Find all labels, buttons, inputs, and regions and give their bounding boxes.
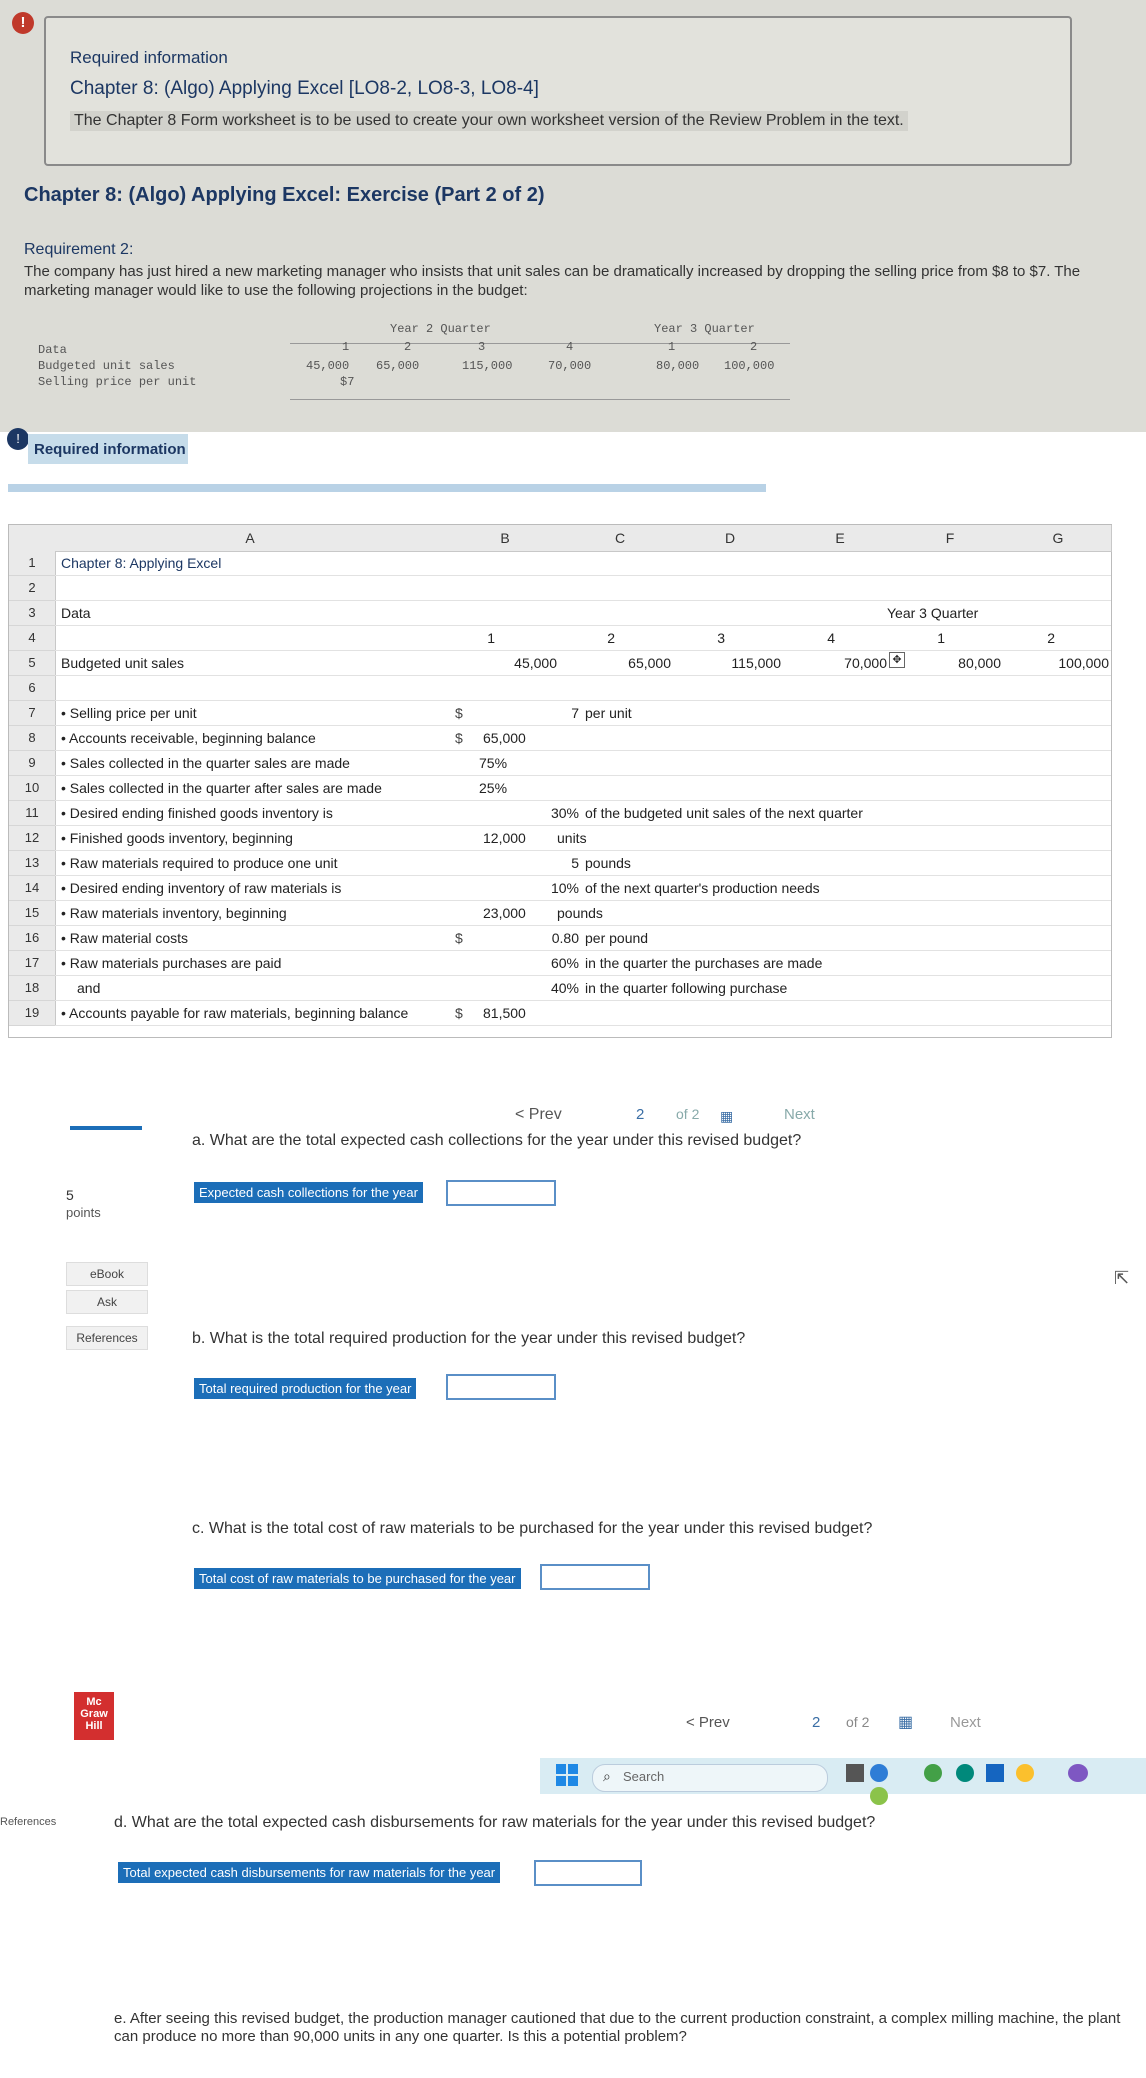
assumption-label[interactable]: • Sales collected in the quarter sales are made (61, 755, 350, 771)
row-header[interactable]: 2 (9, 576, 56, 601)
requirement-label: Requirement 2: (24, 241, 134, 258)
grid-line (55, 700, 1111, 701)
windows-tile (568, 1764, 578, 1774)
projection-price-value: $7 (340, 375, 355, 389)
requirement-text: The company has just hired a new marketing manager who insists that unit sales can be dramatically increased by dropping the selling price from $8 to $7. The marketing manager would like to use the following projections in the budget: (24, 263, 1081, 299)
answer-b-label: Total required production for the year (194, 1378, 416, 1399)
info-icon: ! (7, 428, 29, 450)
exercise-title: Chapter 8: (Algo) Applying Excel: Exercise (Part 2 of 2) (24, 184, 545, 206)
app-icon[interactable] (1068, 1764, 1088, 1782)
projection-sales-value: 65,000 (376, 359, 420, 373)
store-icon[interactable] (986, 1764, 1004, 1782)
projection-row-data: Data (38, 343, 67, 357)
quarter-number[interactable]: 1 (487, 630, 495, 646)
answer-d-label: Total expected cash disbursements for raw materials for the year (118, 1862, 500, 1883)
col-header-c[interactable]: C (565, 525, 676, 552)
input-value[interactable]: 12,000 (483, 830, 526, 846)
row-header[interactable]: 17 (9, 951, 56, 976)
row-header[interactable]: 1 (9, 551, 56, 576)
search-icon: ⌕ (603, 1768, 611, 1784)
next-button[interactable]: Next (784, 1106, 815, 1123)
projection-sales-value: 100,000 (724, 359, 775, 373)
row-header[interactable]: 13 (9, 851, 56, 876)
assumption-label[interactable]: • Sales collected in the quarter after sales are made (61, 780, 382, 796)
quarter-number[interactable]: 4 (827, 630, 835, 646)
plus-cursor-icon: ✥ (889, 652, 905, 668)
row-header[interactable]: 14 (9, 876, 56, 901)
input-value[interactable]: 81,500 (483, 1005, 526, 1021)
projection-row-sales: Budgeted unit sales (38, 359, 175, 373)
projection-quarter: 2 (404, 340, 412, 354)
col-header-a[interactable]: A (55, 525, 446, 552)
year3-quarter-label[interactable]: Year 3 Quarter (887, 605, 979, 621)
points-value: 5 (66, 1187, 74, 1203)
projection-top-rule (290, 343, 790, 344)
col-header-g[interactable]: G (1005, 525, 1112, 552)
budgeted-sales-cell[interactable]: 65,000 (628, 655, 671, 671)
active-question-bar (70, 1126, 142, 1130)
bottom-prev-button[interactable]: < Prev (686, 1714, 730, 1731)
row-header[interactable]: 12 (9, 826, 56, 851)
row-header[interactable]: 15 (9, 901, 56, 926)
references-side-label[interactable]: References (0, 1816, 57, 1828)
mouse-cursor-icon: ⇱ (1114, 1268, 1130, 1288)
assumption-label[interactable]: • Selling price per unit (61, 705, 197, 721)
answer-a-input[interactable] (446, 1180, 556, 1206)
file-explorer-icon[interactable] (846, 1764, 864, 1782)
answer-c-input[interactable] (540, 1564, 650, 1590)
col-header-b[interactable]: B (445, 525, 566, 552)
app-icon (870, 1764, 888, 1782)
question-b: b. What is the total required production for the year under this revised budget? (192, 1330, 746, 1347)
projection-quarter: 4 (566, 340, 574, 354)
budgeted-unit-sales-label[interactable]: Budgeted unit sales (61, 655, 184, 671)
bottom-grid-icon[interactable]: ▦ (898, 1714, 914, 1731)
projection-quarter: 2 (750, 340, 758, 354)
projection-year2-header: Year 2 Quarter (390, 322, 491, 336)
windows-tile (568, 1776, 578, 1786)
page-number[interactable]: 2 (636, 1106, 645, 1123)
quarter-number[interactable]: 2 (1047, 630, 1055, 646)
col-header-e[interactable]: E (785, 525, 896, 552)
row-header[interactable]: 11 (9, 801, 56, 826)
value-note[interactable]: units (557, 830, 587, 846)
value-note[interactable]: of the budgeted unit sales of the next quarter (585, 805, 863, 821)
projection-sales-value: 115,000 (462, 359, 513, 373)
row-header[interactable]: 9 (9, 751, 56, 776)
assumption-label[interactable]: • Accounts payable for raw materials, beginning balance (61, 1005, 409, 1021)
projection-sales-value: 70,000 (548, 359, 592, 373)
chapter-description: The Chapter 8 Form worksheet is to be used to create your own worksheet version of the Review Problem in the text. (70, 111, 908, 131)
grid-line (55, 575, 1111, 576)
budgeted-sales-cell[interactable]: 100,000 (1058, 655, 1109, 671)
taskbar-search[interactable] (592, 1764, 828, 1792)
input-value[interactable]: 30% (550, 805, 579, 821)
col-header-d[interactable]: D (675, 525, 786, 552)
row-header[interactable]: 3 (9, 601, 56, 626)
input-value[interactable]: 5 (571, 855, 579, 871)
projection-sales-value: 80,000 (656, 359, 700, 373)
points-label: points (66, 1205, 101, 1220)
ebook-link[interactable]: eBook (66, 1262, 148, 1286)
value-note[interactable]: pounds (585, 855, 631, 871)
assumption-label[interactable]: • Raw material costs (61, 930, 189, 946)
projection-year3-header: Year 3 Quarter (654, 322, 755, 336)
data-label[interactable]: Data (61, 605, 91, 621)
grid-line (55, 1025, 1111, 1026)
references-link[interactable]: References (66, 1326, 148, 1350)
assumption-label[interactable]: • Finished goods inventory, beginning (61, 830, 293, 846)
question-e: e. After seeing this revised budget, the production manager cautioned that due to the current production constraint, a complex milling machine, the plant can produce no more than 90,000 units in any one quarter. Is this a potential problem? (114, 2010, 1121, 2045)
budgeted-sales-cell[interactable]: 45,000 (514, 655, 557, 671)
row-header[interactable]: 5 (9, 651, 56, 676)
input-value[interactable]: 25% (479, 780, 508, 796)
row-header[interactable]: 16 (9, 926, 56, 951)
budgeted-sales-cell[interactable]: 115,000 (731, 655, 781, 671)
input-value[interactable]: 40% (550, 980, 579, 996)
app-icon (870, 1787, 888, 1805)
projection-bottom-rule (290, 399, 790, 400)
assumption-label[interactable]: • Raw materials purchases are paid (61, 955, 282, 971)
budgeted-sales-cell[interactable]: 80,000 (958, 655, 1001, 671)
chrome-icon[interactable] (1016, 1764, 1034, 1782)
value-note[interactable]: per pound (585, 930, 649, 946)
alert-icon: ! (12, 12, 34, 34)
assumption-label[interactable]: and (77, 980, 101, 996)
input-value[interactable]: 10% (550, 880, 579, 896)
row-header[interactable]: 10 (9, 776, 56, 801)
question-d: d. What are the total expected cash disbursements for raw materials for the year under this revised budget? (114, 1814, 876, 1831)
input-value[interactable]: 7 (571, 705, 579, 721)
dollar-sign: $ (455, 705, 463, 721)
projection-quarter: 1 (668, 340, 676, 354)
taskbar-search-placeholder: Search (623, 1769, 665, 1784)
question-c: c. What is the total cost of raw materials to be purchased for the year under this revised budget? (192, 1520, 873, 1537)
taskbar-apps-icon[interactable] (870, 1764, 910, 1782)
assumption-label[interactable]: • Raw materials inventory, beginning (61, 905, 287, 921)
excel-worksheet (8, 524, 1112, 1038)
ask-link[interactable]: Ask (66, 1290, 148, 1314)
input-value[interactable]: 23,000 (483, 905, 526, 921)
windows-tile (556, 1764, 566, 1774)
answer-a-label: Expected cash collections for the year (194, 1182, 423, 1203)
value-note[interactable]: in the quarter the purchases are made (585, 955, 823, 971)
grid-line (55, 925, 1111, 926)
row-header[interactable]: 6 (9, 676, 56, 701)
dollar-sign: $ (455, 1005, 463, 1021)
spotify-icon[interactable] (924, 1764, 942, 1782)
answer-c-label: Total cost of raw materials to be purchased for the year (194, 1568, 521, 1589)
required-info-tab-label: Required information (34, 441, 186, 458)
budgeted-sales-cell[interactable]: 70,000 (844, 655, 887, 671)
mcgraw-hill-logo: Mc Graw Hill (74, 1692, 114, 1740)
value-note[interactable]: in the quarter following purchase (585, 980, 788, 996)
projection-row-price: Selling price per unit (38, 375, 197, 389)
edge-icon[interactable] (956, 1764, 974, 1782)
bottom-page-count: of 2 (846, 1714, 870, 1730)
projection-quarter: 1 (342, 340, 350, 354)
assumption-label[interactable]: • Desired ending finished goods inventory is (61, 805, 333, 821)
row-header[interactable]: 4 (9, 626, 56, 651)
question-a: a. What are the total expected cash collections for the year under this revised budget? (192, 1132, 802, 1149)
input-value[interactable]: 0.80 (551, 930, 579, 946)
projection-quarter: 3 (478, 340, 486, 354)
row-header[interactable]: 7 (9, 701, 56, 726)
row-header[interactable]: 19 (9, 1001, 56, 1026)
dollar-sign: $ (455, 930, 463, 946)
row-header[interactable]: 18 (9, 976, 56, 1001)
col-header-f[interactable]: F (895, 525, 1006, 552)
quarter-number[interactable]: 3 (717, 630, 725, 646)
grid-line (55, 675, 1111, 676)
corner-cell (9, 525, 56, 552)
projection-sales-value: 45,000 (306, 359, 350, 373)
windows-tile (556, 1776, 566, 1786)
page-count: of 2 (676, 1106, 700, 1122)
bottom-page-number[interactable]: 2 (812, 1714, 821, 1731)
row-header[interactable]: 8 (9, 726, 56, 751)
assumption-label[interactable]: • Raw materials required to produce one unit (61, 855, 338, 871)
input-value[interactable]: 75% (479, 755, 508, 771)
quarter-number[interactable]: 1 (937, 630, 945, 646)
value-note[interactable]: pounds (557, 905, 603, 921)
input-value[interactable]: 60% (550, 955, 579, 971)
required-info-title: Required information (70, 48, 228, 67)
chapter-heading: Chapter 8: (Algo) Applying Excel [LO8-2, LO8-3, LO8-4] (70, 78, 539, 99)
input-value[interactable]: 65,000 (483, 730, 526, 746)
dollar-sign: $ (455, 730, 463, 746)
quarter-number[interactable]: 2 (607, 630, 615, 646)
sheet-title[interactable]: Chapter 8: Applying Excel (61, 555, 222, 571)
bottom-next-button[interactable]: Next (950, 1714, 981, 1731)
answer-d-input[interactable] (534, 1860, 642, 1886)
windows-start-icon[interactable] (556, 1764, 578, 1786)
section-divider (8, 484, 766, 492)
grid-line (55, 975, 1111, 976)
answer-b-input[interactable] (446, 1374, 556, 1400)
assumption-label[interactable]: • Desired ending inventory of raw materials is (61, 880, 342, 896)
assumption-label[interactable]: • Accounts receivable, beginning balance (61, 730, 316, 746)
value-note[interactable]: per unit (585, 705, 632, 721)
value-note[interactable]: of the next quarter's production needs (585, 880, 820, 896)
prev-button[interactable]: < Prev (515, 1106, 562, 1123)
required-info-tab[interactable] (28, 434, 188, 464)
grid-icon[interactable]: ▦ (720, 1108, 734, 1124)
